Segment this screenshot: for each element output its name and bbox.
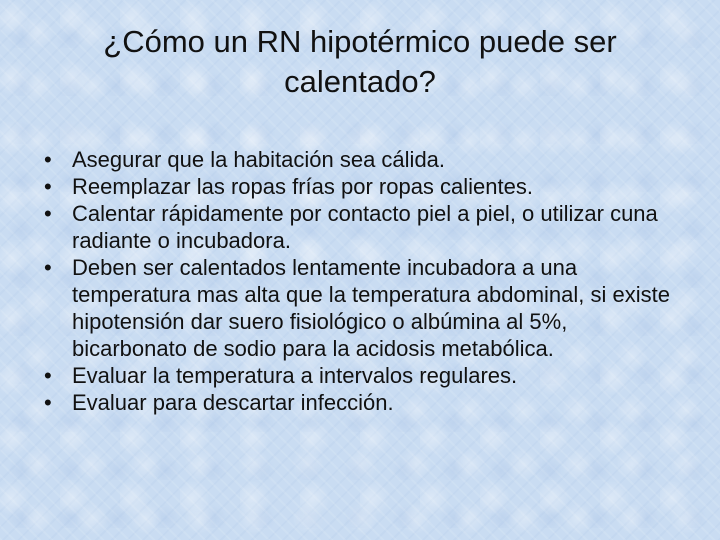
- bullet-text: Calentar rápidamente por contacto piel a piel, o utilizar cuna radiante o incubadora.: [72, 201, 658, 253]
- bullet-text: Deben ser calentados lentamente incubadora a una temperatura mas alta que la temperatura abdominal, si existe hipotensión dar suero fisiológico o albúmina al 5%, bicarbonato de sodio para la acidosis metabólica.: [72, 255, 670, 361]
- bullet-dot: •: [44, 174, 52, 199]
- bullet-dot: •: [44, 147, 52, 172]
- bullet-dot: •: [44, 201, 52, 226]
- list-item: [44, 254, 684, 362]
- bullet-dot: •: [44, 363, 52, 388]
- bullet-list: [44, 146, 684, 416]
- bullet-text: Evaluar para descartar infección.: [72, 390, 394, 415]
- bullet-dot: •: [44, 255, 52, 280]
- bullet-text: Evaluar la temperatura a intervalos regulares.: [72, 363, 518, 388]
- bullet-dot: •: [44, 390, 52, 415]
- list-item: [44, 389, 684, 416]
- bullet-text: Reemplazar las ropas frías por ropas calientes.: [72, 174, 533, 199]
- bullet-text: Asegurar que la habitación sea cálida.: [72, 147, 446, 172]
- list-item: [44, 173, 684, 200]
- list-item: [44, 362, 684, 389]
- list-item: [44, 200, 684, 254]
- slide-title: ¿Cómo un RN hipotérmico puede ser calentado?: [103, 24, 617, 99]
- list-item: [44, 146, 684, 173]
